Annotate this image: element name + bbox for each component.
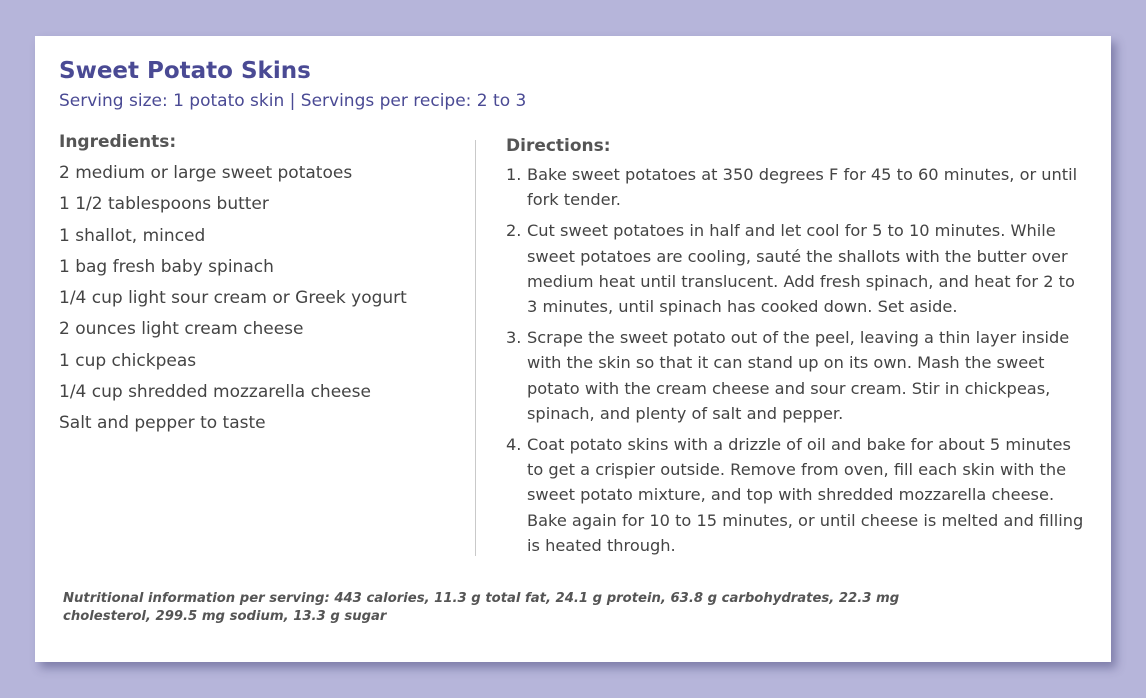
directions-list — [506, 162, 1086, 558]
ingredients-heading: Ingredients: — [59, 132, 177, 152]
step-text: Bake sweet potatoes at 350 degrees F for 45 to 60 minutes, or until fork tender. — [527, 165, 1078, 210]
step-text: Cut sweet potatoes in half and let cool for 5 to 10 minutes. While sweet potatoes are cooling, sauté the shallots with the butter over medium heat until translucent. Add fresh spinach, and heat for 2 to 3 minutes, until spinach has cooked down. Set aside. — [527, 221, 1075, 317]
step-text: Coat potato skins with a drizzle of oil and bake for about 5 minutes to get a crispier outside. Remove from oven, fill each skin with the sweet potato mixture, and top with shredded mozzarella cheese. Bake again for 10 to 15 minutes, or until cheese is melted and filling is heated through. — [527, 435, 1084, 555]
step-number: 1. — [506, 165, 522, 184]
recipe-subtitle: Serving size: 1 potato skin | Servings per recipe: 2 to 3 — [59, 91, 527, 111]
ingredient-item: Salt and pepper to taste — [59, 413, 266, 434]
direction-step — [506, 432, 1086, 558]
ingredient-item: 1/4 cup shredded mozzarella cheese — [59, 382, 371, 403]
nutrition-info: Nutritional information per serving: 443 calories, 11.3 g total fat, 24.1 g protein, 63.8 g carbohydrates, 22.3 mg cholesterol, 299.5 mg sodium, 13.3 g sugar — [63, 591, 900, 624]
recipe-card — [35, 36, 1111, 662]
step-text: Scrape the sweet potato out of the peel, leaving a thin layer inside with the skin so that it can stand up on its own. Mash the sweet potato with the cream cheese and sour cream. Stir in chickpeas, spinach, and plenty of salt and pepper. — [527, 328, 1070, 423]
ingredient-item: 1/4 cup light sour cream or Greek yogurt — [59, 288, 407, 309]
step-number: 2. — [506, 221, 522, 241]
recipe-title: Sweet Potato Skins — [59, 58, 311, 84]
step-number: 4. — [506, 435, 522, 455]
ingredient-item: 1 1/2 tablespoons butter — [59, 194, 269, 215]
ingredient-item: 1 shallot, minced — [59, 225, 206, 246]
ingredient-item: 1 cup chickpeas — [59, 350, 197, 371]
step-number: 3. — [506, 328, 522, 348]
ingredients-list — [59, 158, 469, 440]
ingredients-section — [59, 130, 469, 440]
column-divider — [475, 140, 476, 556]
ingredient-item: 1 bag fresh baby spinach — [59, 256, 274, 277]
ingredient-item: 2 medium or large sweet potatoes — [59, 163, 353, 183]
ingredient-item: 2 ounces light cream cheese — [59, 319, 304, 340]
directions-section — [506, 134, 1086, 564]
direction-step — [506, 162, 1086, 212]
direction-step — [506, 218, 1086, 319]
directions-heading: Directions: — [506, 136, 611, 156]
direction-step — [506, 325, 1086, 426]
